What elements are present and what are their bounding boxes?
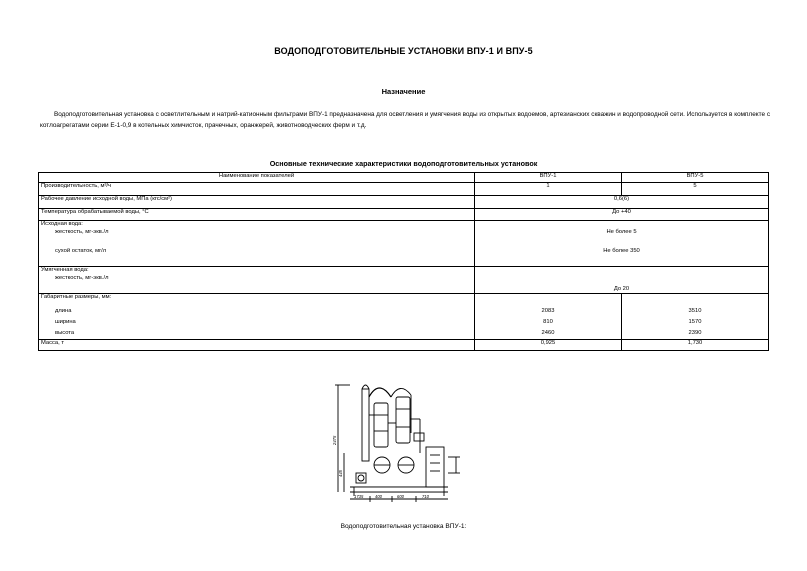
- table-header-row: [39, 173, 769, 183]
- dim-bottom-4: 710: [422, 494, 429, 499]
- table-row: [39, 294, 769, 340]
- length-vpu5: 3510: [688, 307, 702, 314]
- source-residue-value: Не более 350: [603, 248, 640, 254]
- table-row: [39, 221, 769, 267]
- dim-height-label: 2475: [332, 435, 337, 445]
- purpose-text: Водоподготовительная установка с осветлительным и натрий-катионным фильтрами ВПУ-1 предназначена для осветления и умягчения воды из открытых водоемов, артезианских скважин и водопроводной сети. Используется в комплекте с котлоагрегатами серии Е-1-0,9 в котельных химчисток, прачечных, оранжерей, животноводческих ферм и т.д.: [40, 111, 771, 129]
- mass-vpu1: 0,925: [475, 339, 622, 350]
- dimensions-label: Габаритные размеры, мм:: [41, 294, 112, 300]
- height-vpu5: 2390: [688, 329, 702, 336]
- softened-hardness-label: жесткость, мг-экв./л: [55, 274, 109, 281]
- width-vpu5: 1570: [688, 318, 702, 325]
- column-left: [362, 389, 369, 461]
- temperature-value: До +40: [475, 209, 769, 221]
- productivity-label: Производительность, м³/ч: [39, 183, 475, 196]
- table-title: Основные технические характеристики водоподготовительных установок: [269, 159, 538, 168]
- width-label: ширина: [55, 318, 76, 325]
- header-vpu5: ВПУ-5: [622, 173, 769, 183]
- mass-label: Масса, т: [39, 339, 475, 350]
- temperature-label: Температура обрабатываемой воды, °С: [39, 209, 475, 221]
- dim-bottom-3: 600: [397, 494, 404, 499]
- table-row: [39, 183, 769, 196]
- dimensions-vpu1: [475, 294, 622, 340]
- source-hardness-value: Не более 5: [606, 228, 637, 235]
- pressure-label: Рабочее давление исходной воды, МПа (кгс/см²): [39, 196, 475, 209]
- height-label: высота: [55, 329, 75, 336]
- dim-low-label: 445: [338, 470, 343, 477]
- figure-caption: Водоподготовительная установка ВПУ-1:: [340, 523, 467, 530]
- table-row: [39, 339, 769, 350]
- filter-right: [396, 397, 410, 443]
- table-row: [39, 209, 769, 221]
- softened-water-cell: [39, 267, 475, 294]
- softened-water-label: Умягченная вода:: [41, 267, 89, 273]
- softened-hardness-value: До 20: [475, 267, 769, 294]
- cabinet-right: [426, 447, 444, 487]
- dim-bottom-1: 1735: [354, 494, 364, 499]
- table-row: [39, 196, 769, 209]
- source-hardness-label: жесткость, мг-экв./л: [55, 228, 109, 235]
- source-residue-label: сухой остаток, мг/л: [55, 248, 107, 254]
- height-vpu1: 2460: [541, 329, 555, 336]
- length-label: длина: [55, 307, 72, 314]
- section-heading: Назначение: [381, 87, 426, 96]
- source-water-label: Исходная вода:: [41, 221, 83, 227]
- purpose-paragraph: [40, 109, 770, 131]
- filter-left: [374, 403, 388, 447]
- pressure-value: 0,6(6): [475, 196, 769, 209]
- header-name: Наименование показателей: [39, 173, 475, 183]
- width-vpu1: 810: [543, 318, 553, 325]
- installation-drawing: [330, 375, 480, 505]
- spec-table: [38, 172, 769, 351]
- table-row: [39, 267, 769, 294]
- productivity-vpu5: 5: [622, 183, 769, 196]
- source-water-values: [475, 221, 769, 267]
- dimensions-cell: [39, 294, 475, 340]
- dim-bottom-2: 400: [375, 494, 382, 499]
- mass-vpu5: 1,730: [622, 339, 769, 350]
- source-water-cell: [39, 221, 475, 267]
- length-vpu1: 2083: [541, 307, 555, 314]
- dimensions-vpu5: [622, 294, 769, 340]
- document-title: ВОДОПОДГОТОВИТЕЛЬНЫЕ УСТАНОВКИ ВПУ-1 И ВПУ-5: [274, 46, 533, 56]
- productivity-vpu1: 1: [475, 183, 622, 196]
- header-vpu1: ВПУ-1: [475, 173, 622, 183]
